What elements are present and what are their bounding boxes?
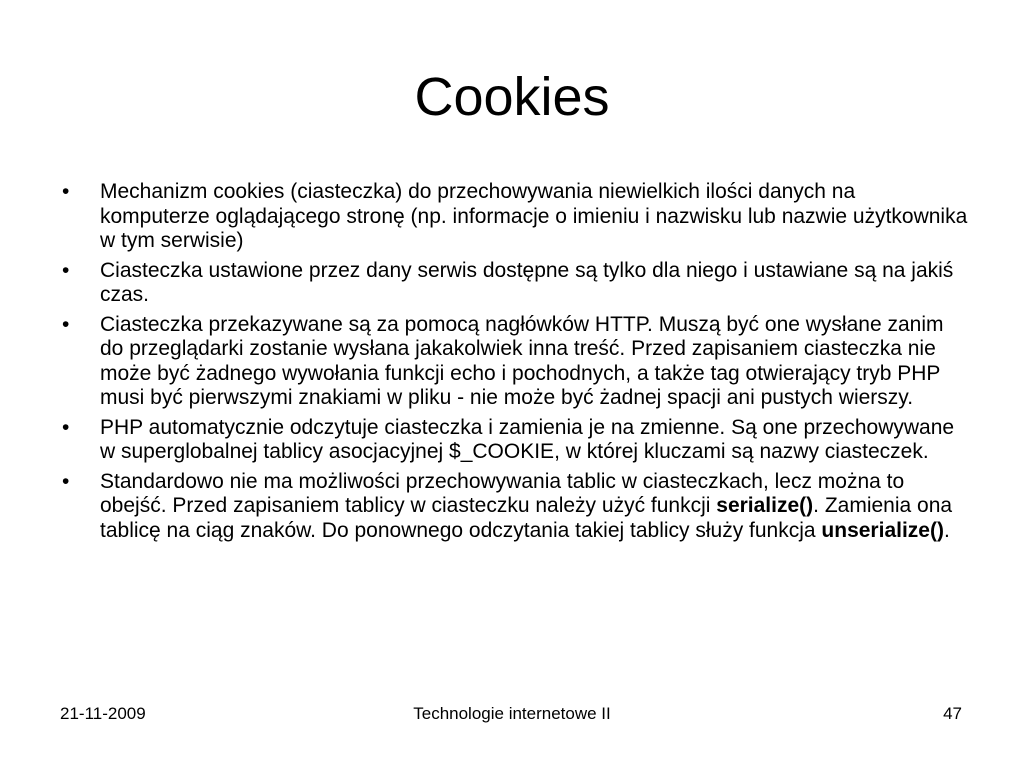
bullet-item bbox=[60, 470, 970, 544]
bullet-item bbox=[60, 259, 970, 308]
bullet-text: Mechanizm cookies (ciasteczka) do przechowywania niewielkich ilości danych na komputerze oglądającego stronę (np. informacje o imieniu i nazwisku lub nazwie użytkownika w tym serwisie) bbox=[100, 180, 968, 252]
function-name-unserialize: unserialize() bbox=[821, 518, 944, 542]
footer-course-title: Technologie internetowe II bbox=[413, 704, 611, 723]
bullet-mark: • bbox=[62, 312, 70, 336]
footer-date: 21-11-2009 bbox=[60, 704, 146, 723]
slide-title: Cookies bbox=[414, 67, 610, 127]
bullet-mark: • bbox=[62, 415, 70, 439]
bullet-item bbox=[60, 313, 970, 411]
bullet-text-part: . Zamienia ona tablicę na ciąg znaków. Do ponownego odczytania takiej tablicy służy funkcja bbox=[100, 494, 953, 542]
bullet-item bbox=[60, 180, 970, 254]
footer-page-number: 47 bbox=[943, 704, 962, 723]
bullet-text-part: . bbox=[943, 518, 950, 542]
function-name-serialize: serialize() bbox=[716, 494, 814, 517]
bullet-item bbox=[60, 416, 970, 465]
bullet-text: PHP automatycznie odczytuje ciasteczka i zamienia je na zmienne. Są one przechowywane w superglobalnej tablicy asocjacyjnej $_COOKIE, w której kluczami są nazwy ciasteczek. bbox=[100, 415, 955, 463]
bullet-text: Ciasteczka ustawione przez dany serwis dostępne są tylko dla niego i ustawiane są na jakiś czas. bbox=[100, 258, 954, 306]
bullet-mark: • bbox=[62, 180, 70, 203]
bullet-mark: • bbox=[62, 469, 70, 493]
bullet-list bbox=[60, 180, 970, 548]
bullet-mark: • bbox=[62, 258, 70, 282]
bullet-text: Ciasteczka przekazywane są za pomocą nagłówków HTTP. Muszą być one wysłane zanim do przeglądarki zostanie wysłana jakakolwiek inna treść. Przed zapisaniem ciasteczka nie może być żadnego wywołania funkcji echo i pochodnych, a także tag otwierający tryb PHP musi być pierwszymi znakiami w pliku - nie może być żadnej spacji ani pustych wierszy. bbox=[100, 312, 944, 409]
bullet-text-part: Standardowo nie ma możliwości przechowywania tablic w ciasteczkach, lecz można to obejść. Przed zapisaniem tablicy w ciasteczku należy użyć funkcji bbox=[100, 469, 905, 517]
